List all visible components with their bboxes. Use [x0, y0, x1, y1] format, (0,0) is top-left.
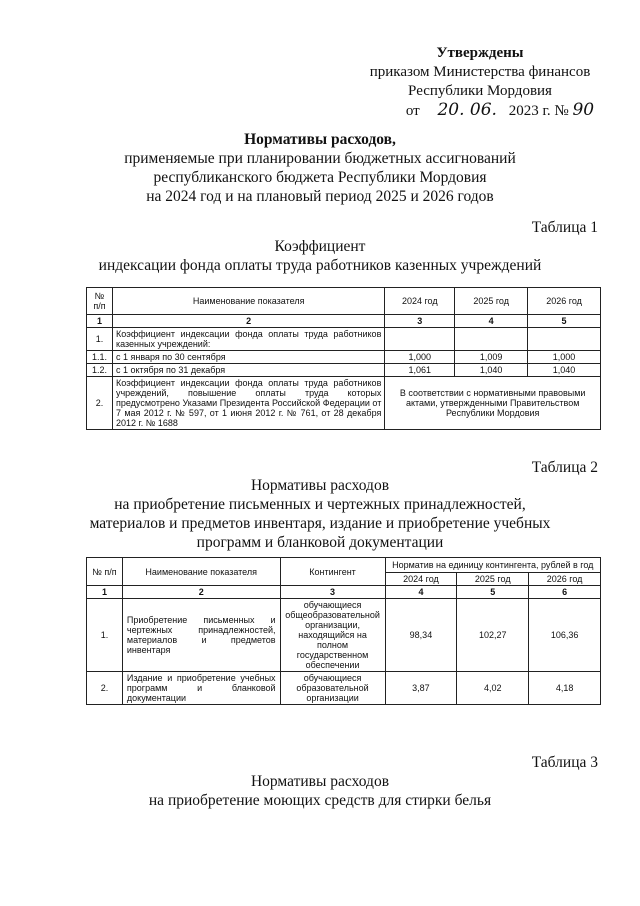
approval-handwritten-number: 90: [572, 100, 595, 120]
title-line-1: применяемые при планировании бюджетных ассигнований: [124, 150, 516, 167]
approval-block: [330, 44, 630, 121]
table1-caption: [0, 237, 640, 275]
table2-label: Таблица 2: [531, 459, 598, 476]
table1-number-cell: 5: [528, 315, 601, 328]
value-2025: 1,040: [455, 364, 528, 377]
row-number: 1.2.: [87, 364, 113, 377]
row-number: 1.1.: [87, 351, 113, 364]
table-row: [87, 328, 601, 351]
value-2024: 1,000: [385, 351, 455, 364]
indicator-name: Коэффициент индексации фонда оплаты труда работников учреждений, повышение оплаты труда которых предусмотрено Указами Президента Российской Федерации от 7 мая 2012 г. № 597, от 1 июня 2012 г. № 761, от 28 декабря 2012 г. № 1688: [112, 377, 384, 430]
table1-number-cell: 4: [455, 315, 528, 328]
approval-prefix: от: [405, 103, 420, 119]
table-row: [87, 599, 601, 672]
title-line-2: республиканского бюджета Республики Мордовия: [153, 169, 487, 186]
approval-year: 2023 г. №: [508, 103, 569, 119]
table2-number-cell: 5: [457, 586, 529, 599]
approval-heading: Утверждены: [436, 45, 524, 61]
title-line-3: на 2024 год и на плановый период 2025 и 2026 годов: [146, 188, 494, 205]
indicator-name: с 1 января по 30 сентября: [112, 351, 384, 364]
table1-number-cell: 1: [87, 315, 113, 328]
value-2026: 106,36: [529, 599, 601, 672]
table2-subtitle-1: на приобретение письменных и чертежных принадлежностей,: [114, 496, 526, 513]
table2-title: Нормативы расходов: [250, 477, 390, 494]
table2-header-cell: Норматив на единицу контингента, рублей в год: [385, 558, 600, 573]
value-2025: 4,02: [457, 672, 529, 705]
indicator-name: Коэффициент индексации фонда оплаты труда работников казенных учреждений:: [112, 328, 384, 351]
table3-subtitle: на приобретение моющих средств для стирки белья: [148, 792, 492, 809]
table3-title: Нормативы расходов: [250, 773, 390, 790]
row-number: 1.: [87, 328, 113, 351]
table2-number-cell: 6: [529, 586, 601, 599]
value-cell: [385, 328, 455, 351]
table3-caption: [0, 772, 640, 810]
contingent: обучающиеся общеобразовательной организации, находящийся на полном государственном обеспечении: [280, 599, 385, 672]
table1-number-cell: 3: [385, 315, 455, 328]
title-main: Нормативы расходов,: [244, 131, 396, 148]
table2-number-row: [87, 586, 601, 599]
table2-caption: [0, 476, 640, 552]
table2-header-cell: 2025 год: [457, 573, 529, 586]
row-number: 2.: [87, 377, 113, 430]
value-2024: 98,34: [385, 599, 457, 672]
table2-number-cell: 1: [87, 586, 123, 599]
approval-line-1: приказом Министерства финансов: [369, 64, 591, 80]
table1-header-cell: Наименование показателя: [112, 288, 384, 315]
value-2025: 102,27: [457, 599, 529, 672]
table2-number-cell: 2: [122, 586, 280, 599]
table-row: [87, 377, 601, 430]
approval-line-2: Республики Мордовия: [408, 83, 552, 99]
table1-header-cell: 2025 год: [455, 288, 528, 315]
table1-header-cell: 2024 год: [385, 288, 455, 315]
approval-date-line: [370, 101, 630, 121]
table1-number-row: [87, 315, 601, 328]
value-2025: 1,009: [455, 351, 528, 364]
merged-value: В соответствии с нормативными правовыми актами, утвержденными Правительством Республики Мордовия: [385, 377, 601, 430]
value-2024: 1,061: [385, 364, 455, 377]
value-2026: 1,000: [528, 351, 601, 364]
table2-header-cell: Наименование показателя: [122, 558, 280, 586]
table2-subtitle-3: программ и бланковой документации: [196, 534, 444, 551]
indicator-name: Приобретение письменных и чертежных принадлежностей, материалов и предметов инвентаря: [122, 599, 280, 672]
indicator-name: с 1 октября по 31 декабря: [112, 364, 384, 377]
table1-number-cell: 2: [112, 315, 384, 328]
table1-header-cell: № п/п: [87, 288, 113, 315]
table1-header-cell: 2026 год: [528, 288, 601, 315]
value-cell: [455, 328, 528, 351]
table2: [86, 557, 601, 705]
table2-number-cell: 3: [280, 586, 385, 599]
table-row: [87, 364, 601, 377]
table2-header-cell: 2026 год: [529, 573, 601, 586]
table1-label: Таблица 1: [531, 219, 598, 236]
table2-header-row: [87, 558, 601, 573]
row-number: 1.: [87, 599, 123, 672]
table1: [86, 287, 601, 430]
table2-number-cell: 4: [385, 586, 457, 599]
table2-header-cell: 2024 год: [385, 573, 457, 586]
table2-header-cell: № п/п: [87, 558, 123, 586]
table2-header-cell: Контингент: [280, 558, 385, 586]
table1-header-row: [87, 288, 601, 315]
contingent: обучающиеся образовательной организации: [280, 672, 385, 705]
indicator-name: Издание и приобретение учебных программ и бланковой документации: [122, 672, 280, 705]
table1-title: Коэффициент: [274, 238, 366, 255]
value-2026: 4,18: [529, 672, 601, 705]
table3-label: Таблица 3: [531, 754, 598, 771]
document-title: [0, 130, 640, 206]
row-number: 2.: [87, 672, 123, 705]
table2-subtitle-2: материалов и предметов инвентаря, издание и приобретение учебных: [89, 515, 551, 532]
approval-handwritten-date: 20. 06.: [437, 100, 497, 120]
value-2024: 3,87: [385, 672, 457, 705]
table-row: [87, 351, 601, 364]
table-row: [87, 672, 601, 705]
value-2026: 1,040: [528, 364, 601, 377]
value-cell: [528, 328, 601, 351]
table1-subtitle: индексации фонда оплаты труда работников казенных учреждений: [98, 257, 542, 274]
